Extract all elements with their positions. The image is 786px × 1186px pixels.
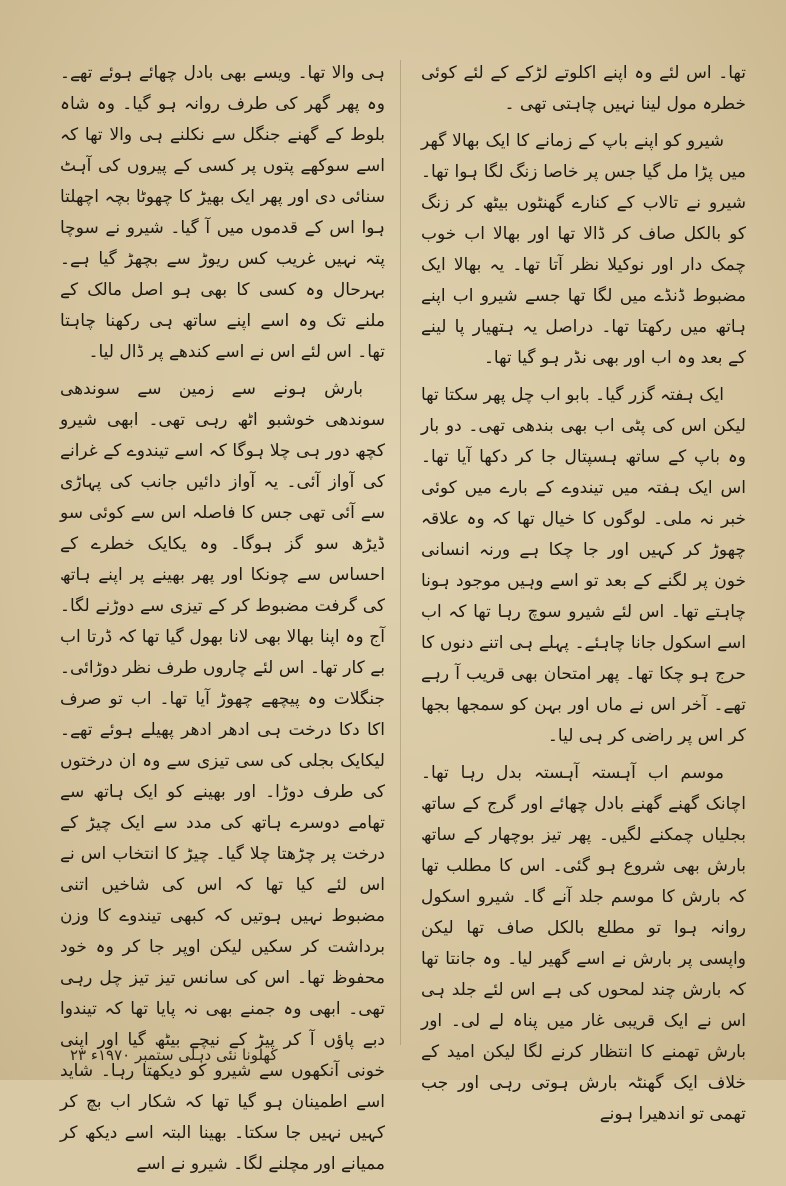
paragraph: ایک ہفتہ گزر گیا۔ بابو اب چل پھر سکتا تھا لیکن اس کی پٹی اب بھی بندھی تھی۔ دو بار وہ باپ کے ساتھ ہسپتال جا کر دکھا آیا تھا۔ اس ایک ہفتہ میں تیندوے کے بارے میں کوئی خبر نہ ملی۔ لوگوں کا خیال تھا کہ وہ علاقہ چھوڑ کر کہیں اور جا چکا ہے ورنہ انسانی خون پر لگنے کے بعد تو اسے وہیں موجود ہونا چاہتے تھا۔ اس لئے شیرو سوچ رہا تھا کہ اب اسے اسکول جانا چاہئے۔ پہلے ہی اتنے دنوں کا حرج ہو چکا تھا۔ پھر امتحان بھی قریب آ رہے تھے۔ آخر اس نے ماں اور بہن کو سمجھا بجھا کر اس پر راضی کر ہی لیا۔	[421, 385, 746, 746]
column-divider	[400, 60, 401, 1045]
right-column	[421, 58, 746, 1136]
page-footer: کھلونا نئی دہلی ستمبر ۱۹۷۰ء ۲۳	[70, 1046, 278, 1064]
paragraph: تھا۔ اس لئے وہ اپنے اکلوتے لڑکے کے لئے کوئی خطرہ مول لینا نہیں چاہتی تھی ۔	[421, 63, 746, 114]
paragraph: موسم اب آہستہ آہستہ بدل رہا تھا۔ اچانک گھنے گھنے بادل چھائے اور گرج کے ساتھ بجلیاں چمکنے لگیں۔ پھر تیز بوچھار کے ساتھ بارش بھی شروع ہو گئی۔ اس کا مطلب تھا کہ بارش کا موسم جلد آنے گا۔ شیرو اسکول روانہ ہوا تو مطلع بالکل صاف تھا لیکن واپسی پر بارش نے اسے گھیر لیا۔ وہ جانتا تھا کہ بارش چند لمحوں کی ہے اس لئے جلد ہی اس نے ایک قریبی غار میں پناہ لے لی۔ اور بارش تھمنے کا انتظار کرنے لگا لیکن امید کے خلاف ایک گھنٹہ بارش ہوتی رہی اور جب تھمی تو اندھیرا ہونے	[421, 763, 746, 1124]
left-column	[60, 58, 385, 1186]
paragraph: ہی والا تھا۔ ویسے بھی بادل چھائے ہوئے تھے۔ وہ پھر گھر کی طرف روانہ ہو گیا۔ وہ شاہ بلوط کے گھنے جنگل سے نکلنے ہی والا تھا کہ اسے سوکھے پتوں پر کسی کے پیروں کی آہٹ سنائی دی اور پھر ایک بھیڑ کا چھوٹا بچہ اچھلتا ہوا اس کے قدموں میں آ گیا۔ شیرو نے سوچا پتہ نہیں غریب کس ریوڑ سے بچھڑ گیا ہے۔ بہرحال وہ کسی کا بھی ہو اصل مالک کے ملنے تک وہ اسے اپنے ساتھ ہی رکھنا چاہتا تھا۔ اس لئے اس نے اسے کندھے پر ڈال لیا۔	[60, 63, 385, 362]
paragraph: بارش ہونے سے زمین سے سوندھی سوندھی خوشبو اٹھ رہی تھی۔ ابھی شیرو کچھ دور ہی چلا ہوگا کہ اسے تیندوے کے غرانے کی آواز آئی۔ یہ آواز دائیں جانب کی پہاڑی سے آئی تھی جس کا فاصلہ اس سے کوئی سو ڈیڑھ سو گز ہوگا۔ وہ یکایک خطرے کے احساس سے چونکا اور پھر بھینے پر اپنے ہاتھ کی گرفت مضبوط کر کے تیزی سے دوڑنے لگا۔ آج وہ اپنا بھالا بھی لانا بھول گیا تھا کہ ڈرتا اب بے کار تھا۔ اس لئے چاروں طرف نظر دوڑائی۔ جنگلات وہ پیچھے چھوڑ آیا تھا۔ اب تو صرف اکا دکا درخت ہی ادھر ادھر پھیلے ہوئے تھے۔ لیکایک بجلی کی سی تیزی سے وہ ان درختوں کی طرف دوڑا۔ اور بھینے کو ایک ہاتھ سے تھامے دوسرے ہاتھ کی مدد سے ایک چیڑ کے درخت پر چڑھتا چلا گیا۔ چیڑ کا انتخاب اس نے اس لئے کیا تھا کہ اس کی شاخیں اتنی مضبوط نہیں ہوتیں کہ کبھی تیندوے کا وزن برداشت کر سکیں لیکن اوپر جا کر وہ خود محفوظ تھا۔ اس کی سانس تیز تیز چل رہی تھی۔ ابھی وہ جمنے بھی نہ پایا تھا کہ تیندوا دبے پاؤں آ کر پیڑ کے نیچے بیٹھ گیا اور اپنی خونی آنکھوں سے شیرو کو دیکھتا رہا۔ شاید اسے اطمینان ہو گیا تھا کہ شکار اب بچ کر کہیں نہیں جا سکتا۔ بھینا البتہ اسے دیکھ کر ممیانے اور مچلنے لگا۔ شیرو نے اسے	[60, 379, 385, 1174]
paragraph: شیرو کو اپنے باپ کے زمانے کا ایک بھالا گھر میں پڑا مل گیا جس پر خاصا زنگ لگا ہوا تھا۔ شیرو نے تالاب کے کنارے گھنٹوں بیٹھ کر زنگ کو بالکل صاف کر ڈالا تھا اور بھالا اب خوب چمک دار اور نوکیلا نظر آتا تھا۔ یہ بھالا ایک مضبوط ڈنڈے میں لگا تھا جسے شیرو اب اپنے ہاتھ میں رکھتا تھا۔ دراصل یہ ہتھیار پا لینے کے بعد وہ اب اور بھی نڈر ہو گیا تھا۔	[421, 131, 746, 368]
